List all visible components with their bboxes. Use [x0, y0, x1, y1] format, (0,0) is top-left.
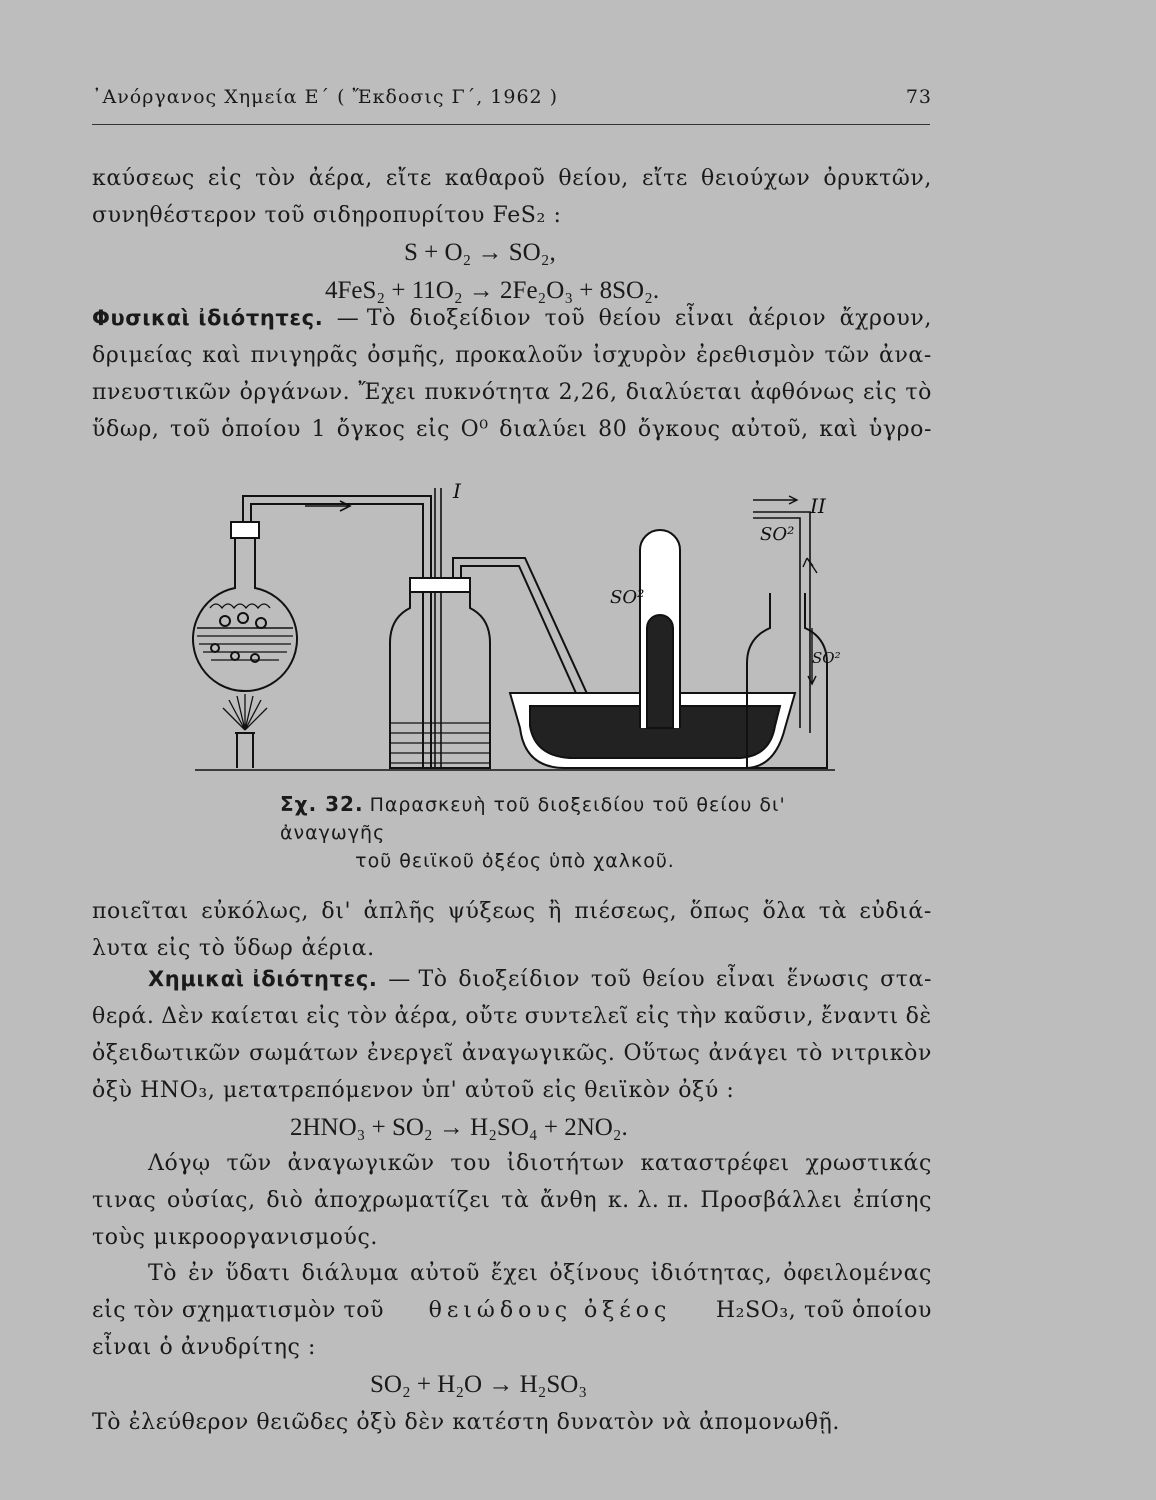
label-so2-trough: SO² [610, 587, 645, 608]
header-rule [92, 124, 930, 125]
emphasized-term: θειώδους ὀξέος [428, 1298, 672, 1323]
text-line: Τὸ ἐλεύθερον θειῶδες ὀξὺ δὲν κατέστη δυνατὸν νὰ ἀπομονωθῇ. [92, 1410, 840, 1435]
burner-tube [235, 733, 255, 768]
section-heading-physical: Φυσικαὶ ἰδιότητες. [92, 306, 324, 330]
sulfurous-acid-paragraph [92, 1255, 932, 1441]
caption-line: Παρασκευὴ τοῦ διοξειδίου τοῦ θείου δι' ἀναγωγῆς [280, 794, 786, 844]
text-line: Τὸ ἐν ὕδατι διάλυμα αὐτοῦ ἔχει ὀξίνους ἰδιότητας, ὀφειλομένας [148, 1261, 932, 1286]
equation-nitric-reduction: 2HNO₃ + SO₂ → H₂SO₄ + 2NO₂. [290, 1114, 628, 1141]
apparatus-figure [185, 478, 845, 778]
text-line: Λόγῳ τῶν ἀναγωγικῶν του ἰδιοτήτων καταστρέφει χρωστικάς [148, 1151, 932, 1176]
text-line: ὀξὺ HNO₃, μετατρεπόμενον ὑπ' αὐτοῦ εἰς θειϊκὸν ὀξύ : [92, 1078, 735, 1103]
running-header [92, 86, 932, 108]
equation-sulfurous-acid: SO₂ + H₂O → H₂SO₃ [370, 1371, 588, 1398]
text-line: Χημικαὶ ἰδιότητες. — Τὸ διοξείδιον τοῦ θείου εἶναι ἕνωσις στα- [92, 961, 932, 998]
text-line: Φυσικαὶ ἰδιότητες. — Τὸ διοξείδιον τοῦ θείου εἶναι ἀέριον ἄχρουν, [92, 300, 932, 337]
label-II: II [810, 494, 826, 518]
funnel-tube [435, 488, 441, 768]
after-figure-paragraph [92, 893, 932, 967]
book-title: ᾿Ανόργανος Χημεία Ε΄ ( Ἔκδοσις Γ΄, 1962 ) [92, 86, 559, 108]
flask-stopper [231, 522, 259, 538]
text-line: συνηθέστερον τοῦ σιδηροπυρίτου FeS₂ : [92, 203, 562, 228]
text-line: ὕδωρ, τοῦ ὁποίου 1 ὄγκος εἰς O⁰ διαλύει 80 ὄγκους αὐτοῦ, καὶ ὑγρο- [92, 417, 932, 442]
physical-properties-paragraph [92, 300, 932, 448]
text-line: ὀξειδωτικῶν σωμάτων ἐνεργεῖ ἀναγωγικῶς. Οὕτως ἀνάγει τὸ νιτρικὸν [92, 1041, 932, 1066]
text-line: τοὺς μικροοργανισμούς. [92, 1225, 379, 1250]
text-line: δριμείας καὶ πνιγηρᾶς ὀσμῆς, προκαλοῦν ἰσχυρὸν ἐρεθισμὸν τῶν ἀνα- [92, 343, 932, 368]
flame-icon [223, 694, 267, 730]
text-line: λυτα εἰς τὸ ὕδωρ ἀέρια. [92, 936, 375, 961]
text-line: τινας οὐσίας, διὸ ἀποχρωματίζει τὰ ἄνθη κ. λ. π. Προσβάλλει ἐπίσης [92, 1188, 932, 1213]
reducing-paragraph [92, 1145, 932, 1256]
text-line: πνευστικῶν ὀργάνων. Ἔχει πυκνότητα 2,26, διαλύεται ἀφθόνως εἰς τὸ [92, 380, 932, 405]
label-so2-jar: SO² [812, 649, 841, 667]
caption-line: τοῦ θειϊκοῦ ὀξέος ὑπὸ χαλκοῦ. [355, 850, 675, 872]
page-number: 73 [905, 86, 932, 108]
chemical-properties-paragraph [92, 961, 932, 1147]
label-I: I [453, 479, 461, 503]
wash-bottle [390, 588, 490, 768]
text-line: ποιεῖται εὐκόλως, δι' ἁπλῆς ψύξεως ἢ πιέσεως, ὅπως ὅλα τὰ εὐδιά- [92, 899, 932, 924]
delivery-tube-1 [243, 496, 431, 768]
text-line: καύσεως εἰς τὸν ἀέρα, εἴτε καθαροῦ θείου, εἴτε θειούχων ὀρυκτῶν, [92, 166, 932, 191]
text-line: εἰς τὸν σχηματισμὸν τοῦ θειώδους ὀξέος H₂SO₃, τοῦ ὁποίου [92, 1292, 932, 1329]
intro-paragraph [92, 160, 932, 310]
text-line: εἶναι ὁ ἀνυδρίτης : [92, 1335, 316, 1360]
equation-pyrite-roasting: 4FeS₂ + 11O₂ → 2Fe₂O₃ + 8SO₂. [325, 277, 660, 304]
label-so2-exit: SO² [760, 524, 795, 545]
equation-sulfur-combustion: S + O₂ → SO₂, [404, 239, 556, 266]
section-heading-chemical: Χημικαὶ ἰδιότητες. [148, 967, 378, 991]
figure-caption [280, 790, 840, 875]
text-line: θερά. Δὲν καίεται εἰς τὸν ἀέρα, οὔτε συντελεῖ εἰς τὴν καῦσιν, ἔναντι δὲ [92, 1004, 932, 1029]
flow-arrow [305, 501, 350, 511]
figure-number: Σχ. 32. [280, 792, 364, 816]
